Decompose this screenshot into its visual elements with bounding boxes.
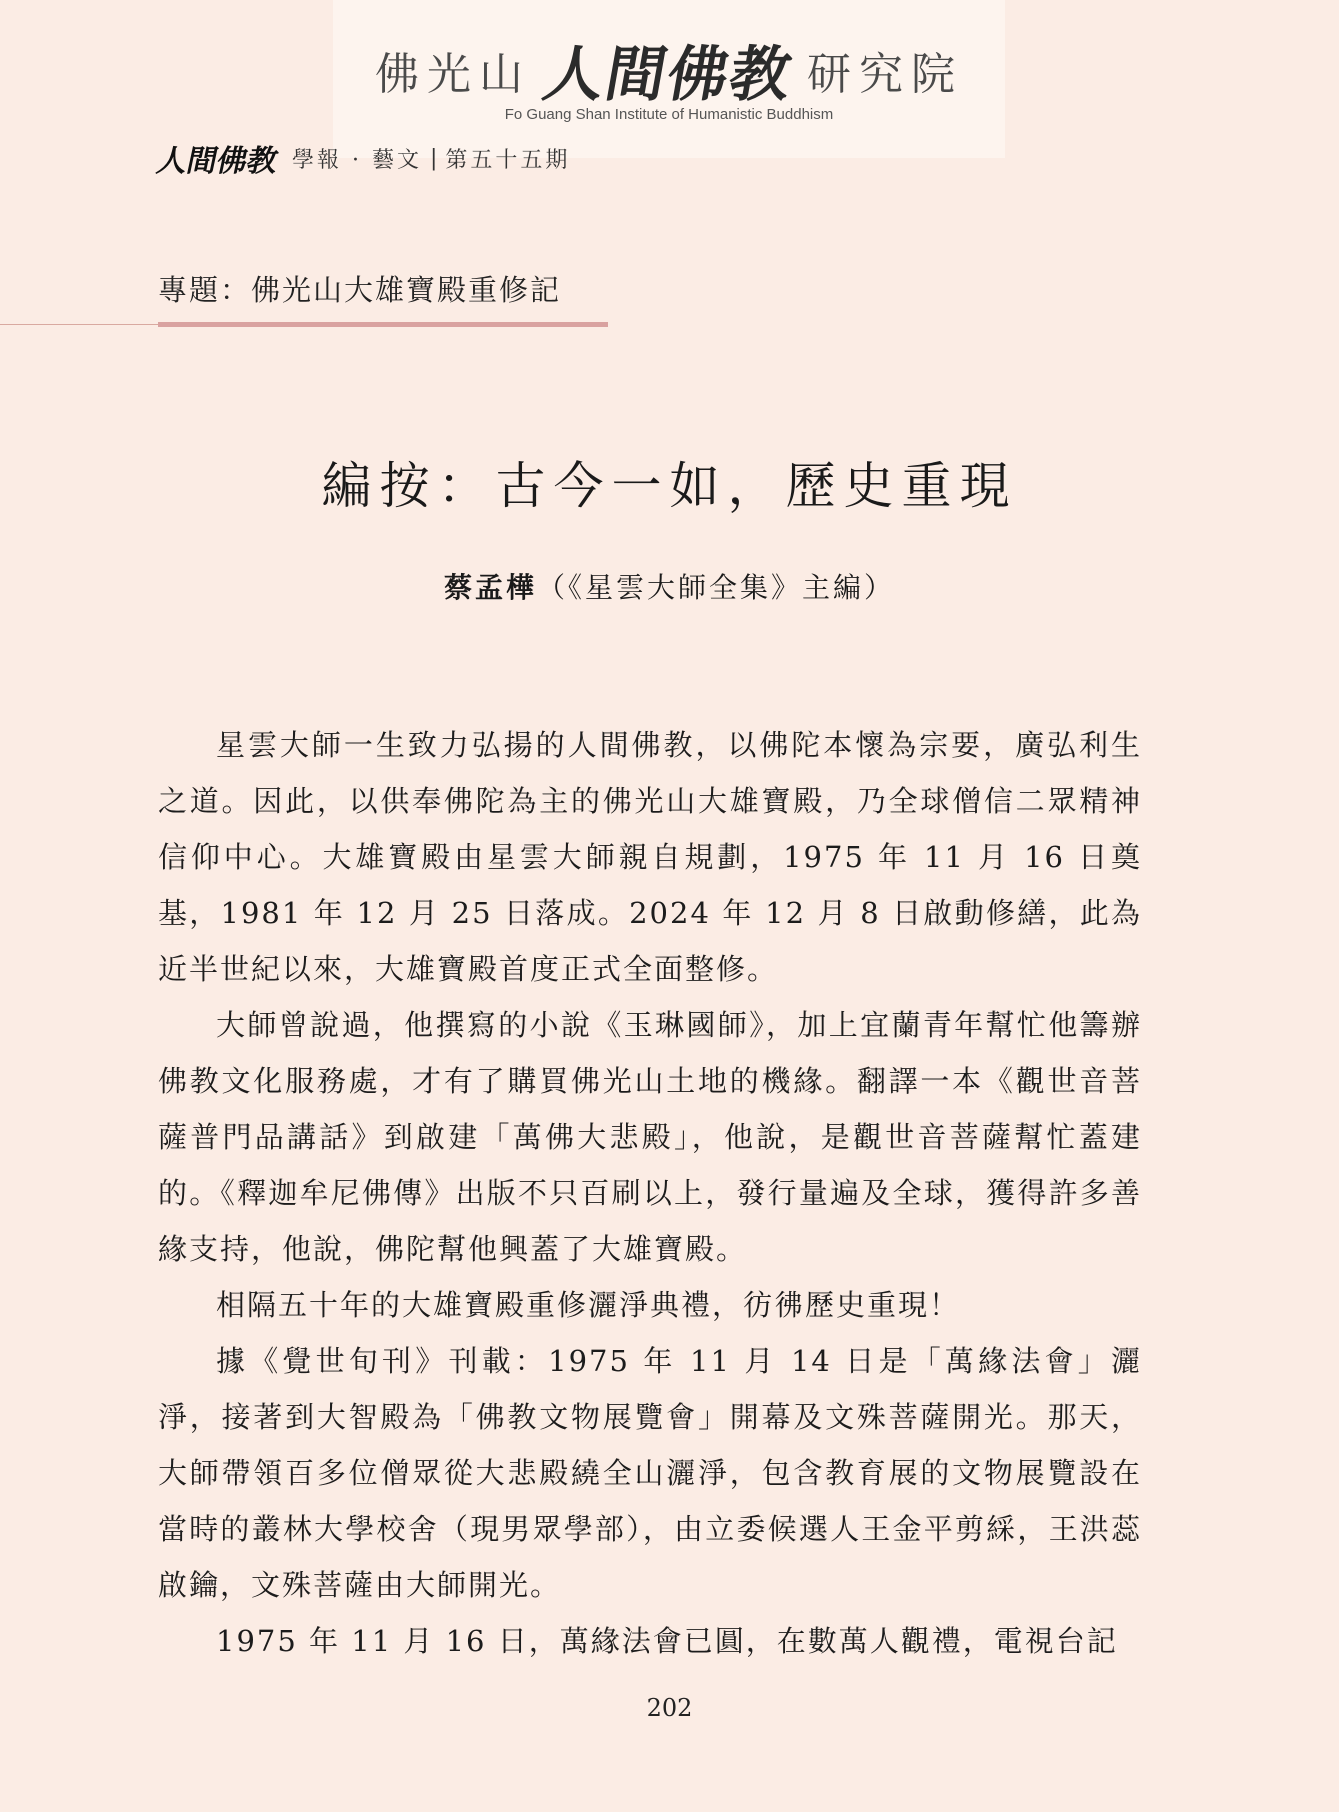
body-paragraph: 相隔五十年的大雄寶殿重修灑淨典禮，彷彿歷史重現！ <box>216 1288 961 1322</box>
section-divider-left <box>0 324 158 325</box>
running-head-brand-logo: 人間佛教 <box>153 144 281 179</box>
article-body <box>158 717 1142 1669</box>
watermark-right-text: 研究院 <box>807 49 963 100</box>
institute-watermark <box>333 0 1005 158</box>
section-underline <box>158 322 608 327</box>
body-paragraph: 大師曾說過，他撰寫的小說《玉琳國師》，加上宜蘭青年幫忙他籌辦佛教文化服務處，才有了購買佛光山土地的機緣。翻譯一本《觀世音菩薩普門品講話》到啟建「萬佛大悲殿」，他說，是觀世音菩薩幫忙蓋建的。《釋迦牟尼佛傳》出版不只百刷以上，發行量遍及全球，獲得許多善緣支持，他說，佛陀幫他興蓋了大雄寶殿。 <box>158 1008 1142 1266</box>
running-head <box>153 138 571 179</box>
author-role: （《星雲大師全集》主編） <box>537 571 896 604</box>
running-head-journal: 學報 · 藝文 <box>292 147 422 173</box>
watermark-logo <box>333 34 1005 110</box>
running-head-issue: 第五十五期 <box>445 147 571 173</box>
page-number: 202 <box>646 1694 693 1722</box>
watermark-brand-calligraphy: 人間佛教 <box>537 40 799 110</box>
author-byline <box>0 566 1339 606</box>
body-paragraph: 1975 年 11 月 16 日，萬緣法會已圓，在數萬人觀禮，電視台記 <box>216 1624 1118 1658</box>
body-paragraph: 據《覺世旬刊》刊載：1975 年 11 月 14 日是「萬緣法會」灑淨，接著到大智殿為「佛教文物展覽會」開幕及文殊菩薩開光。那天，大師帶領百多位僧眾從大悲殿繞全山灑淨，包含教育展的文物展覽設在當時的叢林大學校舍（現男眾學部），由立委候選人王金平剪綵，王洪蕊啟鑰，文殊菩薩由大師開光。 <box>158 1344 1142 1602</box>
section-label: 專題：佛光山大雄寶殿重修記 <box>158 273 562 307</box>
running-head-separator: | <box>429 145 438 171</box>
author-name: 蔡孟樺 <box>443 571 537 604</box>
body-paragraph: 星雲大師一生致力弘揚的人間佛教，以佛陀本懷為宗要，廣弘利生之道。因此，以供奉佛陀為主的佛光山大雄寶殿，乃全球僧信二眾精神信仰中心。大雄寶殿由星雲大師親自規劃，1975 年 11 月 16 日奠基，1981 年 12 月 25 日落成。2024 年 12 月 8 日啟動修繕，此為近半世紀以來，大雄寶殿首度正式全面整修。 <box>158 728 1142 986</box>
article-title: 編按：古今一如，歷史重現 <box>321 457 1018 515</box>
watermark-left-text: 佛光山 <box>375 49 531 100</box>
watermark-subtitle: Fo Guang Shan Institute of Humanistic Buddhism <box>504 106 834 123</box>
